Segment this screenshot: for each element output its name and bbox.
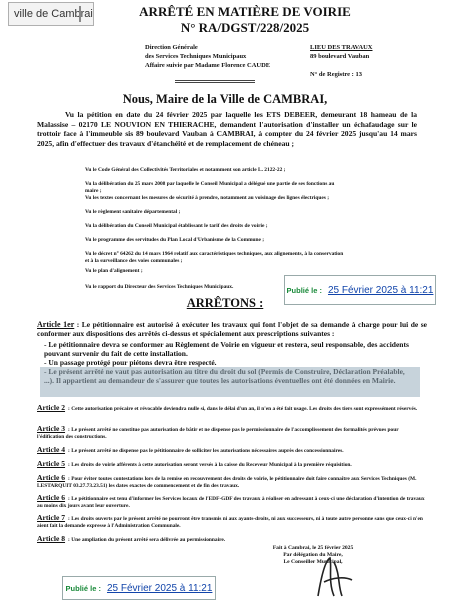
vu-item: Vu le règlement sanitaire départemental ; <box>85 209 181 215</box>
dept-line-2: des Services Techniques Municipaux <box>145 53 247 60</box>
article-text: : Cette autorisation précaire et révocable deviendra nulle si, dans le délai d'un an, il n'en a été fait usage. Les droits des tiers sont expressément réservés. <box>68 406 418 412</box>
signature-line-2: Par délégation du Maire, <box>283 552 343 558</box>
article <box>37 425 427 441</box>
signature-scribble-icon <box>300 552 360 598</box>
article <box>37 474 427 490</box>
publication-label: Publié le : <box>286 285 322 295</box>
vu-item: Vu la délibération du Conseil Municipal établissant le tarif des droits de voirie ; <box>85 223 268 229</box>
article-text: : Le présent arrêté ne constitue pas autorisation de bâtir et ne dispense pas le permissionnaire de l'accomplissement des formalités prévues pour l'édification des constructions. <box>37 427 399 440</box>
article-text: : Le pétitionnaire est autorisé à exécuter les travaux qui font l'objet de sa demande à charge pour lui de se conformer aux dispositions des arrêtés ci-dessus et spécialement aux prescriptions suivantes : <box>37 320 428 339</box>
location-heading: LIEU DES TRAVAUX <box>310 44 373 51</box>
article-text: : Une ampliation du présent arrêté sera délivrée au permissionnaire. <box>68 537 226 543</box>
article-heading: Article 1er <box>37 320 75 329</box>
publication-stamp <box>62 576 216 600</box>
article-text: : Pour éviter toutes contestations lors de la remise en recouvrement des droits de voirie, le pétitionnaire doit faire connaître aux Services Techniques (M. LESTARQUIT 03.27.73.23.51) les dates exactes de commencement et de fin des travaux. <box>37 476 417 489</box>
article-heading: Article 5 <box>37 459 66 468</box>
article-1 <box>37 320 427 338</box>
article-1-bullet: - Un passage protégé pour piétons devra être respecté. <box>44 358 217 367</box>
publication-date: 25 Février 2025 à 11:21 <box>327 284 434 296</box>
document-reference: N° RA/DGST/228/2025 <box>180 20 310 35</box>
vu-item: Vu le programme des servitudes du Plan Local d'Urbanisme de la Commune ; <box>85 237 265 243</box>
arretons-heading: ARRÊTONS : <box>186 296 264 310</box>
vu-item: Vu le Code Général des Collectivités Territoriales et notamment son article L. 2122-22 ; <box>85 167 286 173</box>
vu-item: Vu les textes concernant les mesures de sécurité à prendre, notamment au voisinage des lignes électriques ; <box>85 195 329 201</box>
article-1-bullet: - Le présent arrêté ne vaut pas autorisation au titre du droit du sol (Permis de Construire, Déclaration Préalable, ...). Il appartient au demandeur de s'assurer que toutes les autorisations éventuelles ont été données en Mairie. <box>44 367 405 386</box>
article-text: : Le pétitionnaire est tenu d'informer les Services locaux de l'EDF-GDF des travaux à réaliser en adressant à ceux-ci une déclaration d'intention de travaux au moins dix jours avant leur ouverture. <box>37 496 425 509</box>
signature-line-3: Le Conseiller Municipal, <box>283 559 343 565</box>
registry-number: N° de Registre : 13 <box>310 71 362 78</box>
separator-line <box>175 82 255 83</box>
signature-line-1: Fait à Cambrai, le 25 février 2025 <box>272 545 354 551</box>
article-heading: Article 2 <box>37 403 66 412</box>
article-heading: Article 6 <box>37 493 66 502</box>
article-text: : Les droits ouverts par le présent arrêté ne pourront être transmis ni aux ayants-droits, ni aux successeurs, ni à toute autre personne sans que ceux-ci n'en aient fait la demande expresse à l'Administration Communale. <box>37 516 423 529</box>
article-heading: Article 8 <box>37 534 66 543</box>
article <box>37 404 427 413</box>
separator-line <box>175 80 255 81</box>
vu-item: Vu le rapport du Directeur des Services Techniques Municipaux. <box>85 284 234 290</box>
article <box>37 494 427 510</box>
article <box>37 460 427 469</box>
petition-paragraph: Vu la pétition en date du 24 février 2025 par laquelle les ETS DEBEER, demeurant 18 hameau de la Malassise – 02170 LE NOUVION EN THIERACHE, demandent l'autorisation d'installer un échafaudage sur le trottoir face à l'immeuble sis 89 boulevard Vauban à CAMBRAI, à compter du 24 février 2025 jusqu'au 14 mars 2025, afin d'effectuer des travaux d'étanchéité et de remplacement de chéneau ; <box>37 110 417 148</box>
location-address: 89 boulevard Vauban <box>310 53 370 60</box>
article-heading: Article 3 <box>37 424 66 433</box>
article-1-bullet: - Le pétitionnaire devra se conformer au Règlement de Voirie en vigueur et restera, seul responsable, des accidents pouvant survenir du fait de cette installation. <box>44 340 409 359</box>
publication-label: Publié le : <box>65 583 101 593</box>
vu-item: Vu le plan d'alignement ; <box>85 268 143 274</box>
article-text: : Les droits de voirie afférents à cette autorisation seront versés à la caisse du Receveur Municipal à la première réquisition. <box>68 462 352 468</box>
dept-line-3: Affaire suivie par Madame Florence CAUDE <box>145 62 271 69</box>
mayor-heading: Nous, Maire de la Ville de CAMBRAI, <box>122 92 328 106</box>
document-title: ARRÊTÉ EN MATIÈRE DE VOIRIE <box>139 4 351 19</box>
location-block <box>310 43 373 79</box>
article-heading: Article 4 <box>37 445 66 454</box>
department-block <box>145 43 270 70</box>
article <box>37 514 427 530</box>
dept-line-1: Direction Générale <box>145 44 198 51</box>
article-text: : Le présent arrêté ne dispense pas le pétitionnaire de solliciter les autorisations nécessaires auprès des concessionnaires. <box>68 448 344 454</box>
article <box>37 446 427 455</box>
vu-item: Vu la délibération du 25 mars 2008 par laquelle le Conseil Municipal a délégué une partie de ses fonctions au maire ; <box>85 181 335 194</box>
vu-item: Vu le décret n° 64262 du 14 mars 1964 relatif aux caractéristiques techniques, aux alignements, à la conservation et à la surveillance des voies communales ; <box>85 251 344 264</box>
article <box>37 535 427 544</box>
logo-text: ville de Cambrai <box>14 8 93 20</box>
publication-date: 25 Février 2025 à 11:21 <box>106 582 213 594</box>
article-heading: Article 7 <box>37 513 66 522</box>
article-heading: Article 6 <box>37 473 66 482</box>
